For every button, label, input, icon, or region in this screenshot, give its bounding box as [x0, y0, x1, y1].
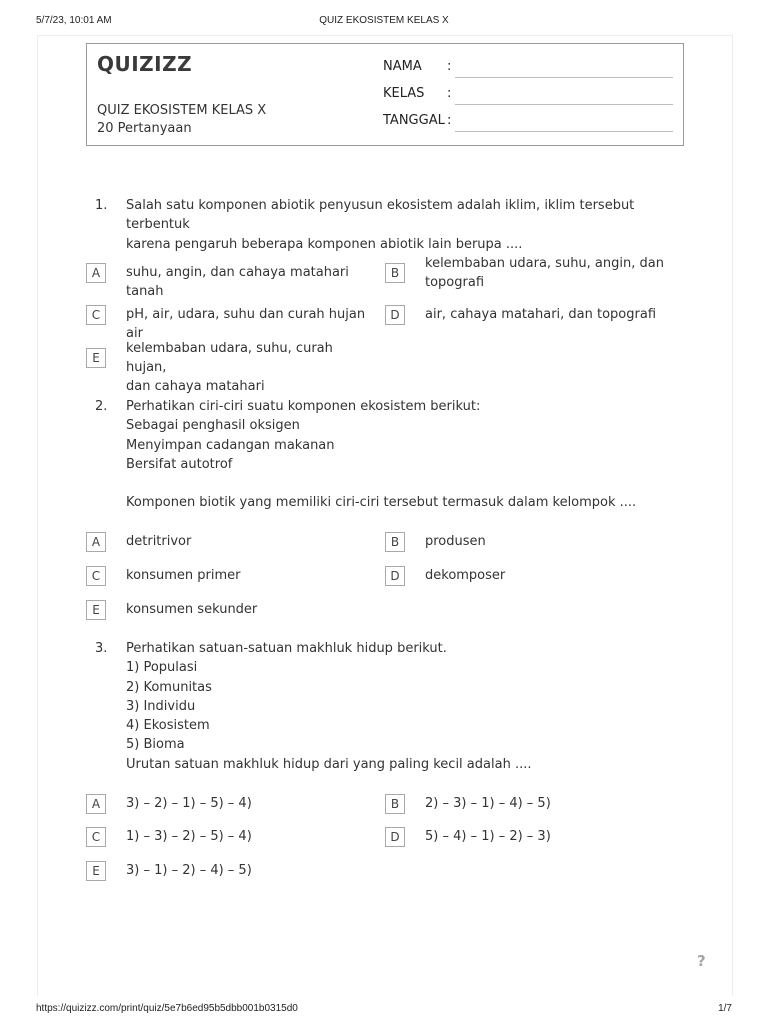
option-letter-box: A: [86, 794, 106, 814]
question-line: 3) Individu: [126, 698, 196, 714]
option-text: 3) – 2) – 1) – 5) – 4): [126, 796, 252, 811]
quizizz-logo: QUIZIZZ: [97, 52, 193, 76]
question-line: Perhatikan ciri-ciri suatu komponen ekosistem berikut:: [126, 399, 481, 414]
option-text: dan cahaya matahari: [126, 379, 265, 394]
option-text: 5) – 4) – 1) – 2) – 3): [425, 829, 551, 844]
option-text: konsumen sekunder: [126, 602, 258, 617]
print-title: QUIZ EKOSISTEM KELAS X: [319, 15, 449, 26]
name-line: [455, 77, 673, 78]
question-line: Menyimpan cadangan makanan: [126, 437, 335, 453]
option-text: 2) – 3) – 1) – 4) – 5): [425, 796, 551, 811]
question-line: 2) Komunitas: [126, 679, 212, 695]
option-letter-box: B: [385, 263, 405, 283]
option-letter-box: D: [385, 305, 405, 325]
option-letter-box: C: [86, 827, 106, 847]
option-letter-box: A: [86, 263, 106, 283]
question-line: Sebagai penghasil oksigen: [126, 418, 300, 434]
option-letter-box: E: [86, 600, 106, 620]
date-line: [455, 131, 673, 132]
option-text: detritrivor: [126, 534, 192, 549]
question-number: 1.: [95, 198, 108, 213]
option-letter-box: B: [385, 794, 405, 814]
quiz-title: QUIZ EKOSISTEM KELAS X: [97, 103, 267, 118]
date-field: [383, 113, 673, 133]
option-text: kelembaban udara, suhu, curah hujan,: [126, 341, 333, 375]
question-number: 2.: [95, 399, 108, 414]
option-letter-box: C: [86, 566, 106, 586]
question-line: Urutan satuan makhluk hidup dari yang paling kecil adalah ....: [126, 756, 532, 772]
class-line: [455, 104, 673, 105]
date-colon: :: [447, 113, 452, 128]
option-letter-box: D: [385, 566, 405, 586]
option-text: kelembaban udara, suhu, angin, dan: [425, 256, 664, 271]
question-text: [126, 639, 686, 774]
date-label: TANGGAL: [383, 113, 445, 128]
question-line: 1) Populasi: [126, 660, 198, 676]
name-colon: :: [447, 59, 452, 74]
question-line: 4) Ekosistem: [126, 718, 210, 734]
class-field: [383, 86, 673, 106]
option-letter-box: C: [86, 305, 106, 325]
option-text: 1) – 3) – 2) – 5) – 4): [126, 829, 252, 844]
question-line: Salah satu komponen abiotik penyusun ekosistem adalah iklim, iklim tersebut terbentuk: [126, 198, 635, 233]
print-date: 5/7/23, 10:01 AM: [36, 15, 112, 26]
question-count: 20 Pertanyaan: [97, 121, 192, 136]
option-text: produsen: [425, 534, 486, 549]
question-line: karena pengaruh beberapa komponen abiotik lain berupa ....: [126, 236, 523, 252]
option-letter-box: B: [385, 532, 405, 552]
page-number: 1/7: [718, 1003, 732, 1014]
quiz-header-box: [86, 43, 684, 146]
name-field: [383, 59, 673, 79]
class-label: KELAS: [383, 86, 425, 101]
option-text: pH, air, udara, suhu dan curah hujan air: [126, 307, 366, 341]
option-text: air, cahaya matahari, dan topografi: [425, 307, 657, 322]
question-number: 3.: [95, 641, 108, 656]
question-line: Komponen biotik yang memiliki ciri-ciri tersebut termasuk dalam kelompok ....: [126, 495, 637, 511]
question-line: Bersifat autotrof: [126, 456, 233, 472]
question-text: [126, 397, 686, 513]
question-blank-line: [126, 474, 686, 493]
quiz-sheet: [37, 35, 733, 996]
option-text: suhu, angin, dan cahaya matahari tanah: [126, 265, 349, 299]
class-colon: :: [447, 86, 452, 101]
print-url: https://quizizz.com/print/quiz/5e7b6ed95b5dbb001b0315d0: [36, 1003, 298, 1014]
option-text: dekomposer: [425, 568, 506, 583]
option-letter-box: E: [86, 861, 106, 881]
question-mark-icon[interactable]: ?: [697, 952, 706, 970]
name-label: NAMA: [383, 59, 422, 74]
option-letter-box: A: [86, 532, 106, 552]
question-line: Perhatikan satuan-satuan makhluk hidup berikut.: [126, 641, 447, 656]
question-line: 5) Bioma: [126, 737, 185, 753]
option-text: topografi: [425, 275, 485, 290]
option-letter-box: D: [385, 827, 405, 847]
option-letter-box: E: [86, 348, 106, 368]
question-text: [126, 196, 686, 254]
option-text: 3) – 1) – 2) – 4) – 5): [126, 863, 252, 878]
option-text: konsumen primer: [126, 568, 241, 583]
